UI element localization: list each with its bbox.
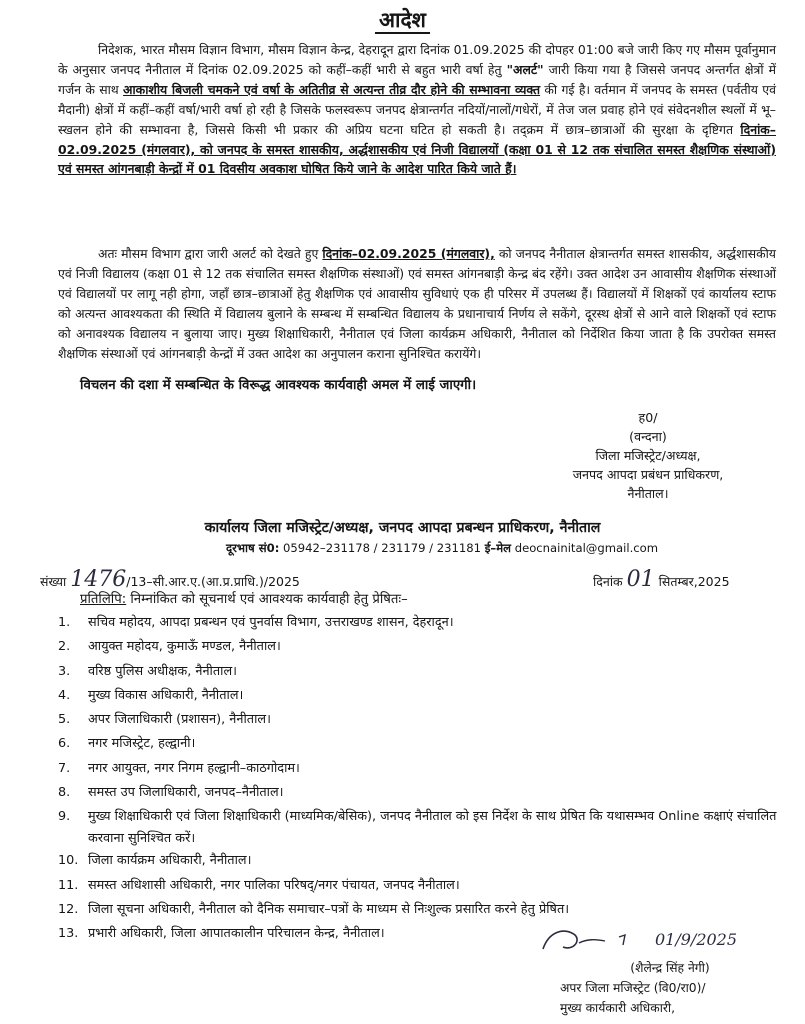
recipient-item bbox=[58, 636, 778, 660]
order-paragraph-2 bbox=[58, 244, 776, 363]
recipient-number: 9. bbox=[58, 809, 71, 825]
recipient-list bbox=[58, 612, 778, 948]
recipient-text: नगर मजिस्ट्रेट, हल्द्वानी। bbox=[88, 736, 196, 752]
recipient-item bbox=[58, 850, 778, 874]
recipient-text: समस्त अधिशासी अधिकारी, नगर पालिका परिषद्/नगर पंचायत, जनपद नैनीताल। bbox=[88, 877, 460, 893]
email-label: ई–मेल bbox=[484, 541, 512, 555]
recipient-number: 8. bbox=[58, 785, 71, 801]
copy-text: निम्नांकित को सूचनार्थ एवं आवश्यक कार्यवाही हेतु प्रेषितः– bbox=[126, 592, 408, 607]
title-text: आदेश bbox=[375, 8, 430, 34]
copy-heading bbox=[80, 589, 408, 607]
p2-start-text: अतः मौसम विभाग द्वारा जारी अलर्ट को देखते हुए bbox=[98, 246, 323, 261]
recipient-number: 7. bbox=[58, 760, 71, 776]
recipient-item bbox=[58, 782, 778, 806]
holiday-decision-text: दिनांक–02.09.2025 (मंगलवार), को जनपद के समस्त शासकीय, अर्द्धशासकीय एवं निजी विद्यालयों (कक्षा 01 से 12 तक संचालित समस्त शैक्षणिक संस्थाओं) एवं समस्त आंगनबाड़ी केन्द्रों में 01 दिवसीय अवकाश घोषित किये जाने के आदेश पारित किये जाते हैं। bbox=[58, 121, 776, 177]
recipient-text: सचिव महोदय, आपदा प्रबन्धन एवं पुनर्वास विभाग, उत्तराखण्ड शासन, देहरादून। bbox=[88, 615, 454, 630]
dm-signature-block bbox=[548, 408, 748, 503]
recipient-text: प्रभारी अधिकारी, जिला आपातकालीन परिचालन केन्द्र, नैनीताल। bbox=[88, 926, 385, 942]
recipient-number: 11. bbox=[58, 877, 79, 893]
officer-name: (शैलेन्द्र सिंह नेगी) bbox=[630, 961, 710, 975]
office-heading: कार्यालय जिला मजिस्ट्रेट/अध्यक्ष, जनपद आपदा प्रबन्धन प्राधिकरण, नैनीताल bbox=[204, 520, 601, 536]
date-label: दिनांक bbox=[593, 574, 623, 589]
phone-label: दूरभाष सं0: bbox=[226, 541, 280, 555]
alert-text: "अलर्ट" bbox=[506, 61, 544, 77]
dm-authority: जनपद आपदा प्रबंधन प्राधिकरण, bbox=[572, 467, 724, 482]
recipient-text: जिला कार्यक्रम अधिकारी, नैनीताल। bbox=[88, 853, 252, 869]
recipient-number: 6. bbox=[58, 736, 71, 752]
handwritten-signature bbox=[535, 921, 785, 957]
dm-signed: ह0/ bbox=[638, 410, 658, 425]
recipient-item bbox=[58, 661, 778, 685]
recipient-item bbox=[58, 899, 778, 923]
recipient-text: अपर जिलाधिकारी (प्रशासन), नैनीताल। bbox=[88, 712, 271, 728]
reference-label: संख्या bbox=[40, 574, 67, 589]
signing-officer-block bbox=[560, 958, 780, 1018]
dm-place: नैनीताल। bbox=[627, 486, 669, 501]
reference-date bbox=[593, 567, 730, 592]
p1-rest-text: की गई है। वर्तमान में जनपद के समस्त (पर्वतीय एवं मैदानी) क्षेत्रों में कहीं–कहीं वर्षा/भारी वर्षा हो रही है जिसके फलस्वरूप जनपद क्षेत्रान्तर्गत नदियों/नालों/गधेरों, में तेज जल प्रवाह होने एवं संवेदनशील स्थलों में भू–स्खलन होने की सम्भावना है, जिससे किसी भी प्रकार की अप्रिय घटना घटित हो सकती है। तद्क्रम में छात्र–छात्राओं की सुरक्षा के दृष्टिगत bbox=[58, 81, 776, 137]
recipient-number: 10. bbox=[58, 853, 79, 869]
p1-underlined-text: आकाशीय बिजली चमकने एवं वर्षा के अतितीव्र से अत्यन्त तीव्र दौर होने की सम्भावना व्यक्त bbox=[123, 81, 541, 97]
warning-line: विचलन की दशा में सम्बन्धित के विरूद्ध आवश्यक कार्यवाही अमल में लाई जाएगी। bbox=[80, 378, 477, 393]
phone-numbers: 05942–231178 / 231179 / 231181 bbox=[283, 541, 482, 555]
p1-mid-text: जारी किया गया है जिससे जनपद अन्तर्गत क्षेत्रों में गर्जन के साथ bbox=[58, 61, 776, 97]
officer-role: मुख्य कार्यकारी अधिकारी, bbox=[560, 1001, 675, 1015]
recipient-item bbox=[58, 709, 778, 733]
recipient-item bbox=[58, 685, 778, 709]
recipient-text: मुख्य शिक्षाधिकारी एवं जिला शिक्षाधिकारी (माध्यमिक/बेसिक), जनपद नैनीताल को इस निर्देश के साथ प्रेषित कि यथासम्भव Online कक्षाएं संचालित करवाना सुनिश्चित करें। bbox=[88, 809, 777, 847]
recipient-number: 5. bbox=[58, 712, 71, 728]
p1-start-text: निदेशक, भारत मौसम विज्ञान विभाग, मौसम विज्ञान केन्द्र, देहरादून द्वारा दिनांक 01.09.2025 की दोपहर 01:00 बजे जारी किए गए मौसम पूर्वानुमान के अनुसार जनपद नैनीताल में दिनांक 02.09.2025 को कहीं–कहीं भारी से बहुत भारी वर्षा हेतु bbox=[58, 42, 776, 77]
order-paragraph-1 bbox=[58, 40, 776, 179]
recipient-item bbox=[58, 806, 778, 850]
contact-line bbox=[226, 541, 658, 556]
recipient-text: वरिष्ठ पुलिस अधीक्षक, नैनीताल। bbox=[88, 663, 238, 679]
dm-name: (वन्दना) bbox=[629, 429, 667, 444]
email-address: deocnainital@gmail.com bbox=[514, 541, 659, 555]
date-handwritten-day: 01 bbox=[626, 567, 655, 592]
recipient-number: 12. bbox=[58, 901, 79, 917]
date-month-year: सितम्बर,2025 bbox=[658, 574, 730, 589]
recipient-item bbox=[58, 875, 778, 899]
recipient-number: 4. bbox=[58, 687, 71, 703]
recipient-text: आयुक्त महोदय, कुमाऊँ मण्डल, नैनीताल। bbox=[88, 639, 281, 655]
recipient-text: समस्त उप जिलाधिकारी, जनपद–नैनीताल। bbox=[88, 785, 284, 801]
recipient-text: जिला सूचना अधिकारी, नैनीताल को दैनिक समाचार–पत्रों के माध्यम से निःशुल्क प्रसारित करने हेतु प्रेषित। bbox=[88, 901, 570, 917]
document-title bbox=[0, 6, 805, 34]
recipient-item bbox=[58, 733, 778, 757]
officer-designation: अपर जिला मजिस्ट्रेट (वि0/रा0)/ bbox=[560, 981, 706, 995]
dm-designation: जिला मजिस्ट्रेट/अध्यक्ष, bbox=[595, 448, 701, 463]
recipient-text: नगर आयुक्त, नगर निगम हल्द्वानी–काठगोदाम। bbox=[88, 760, 300, 776]
recipient-number: 13. bbox=[58, 926, 79, 942]
p2-date-text: दिनांक–02.09.2025 (मंगलवार), bbox=[322, 246, 495, 261]
p2-rest-text: को जनपद नैनीताल क्षेत्रान्तर्गत समस्त शासकीय, अर्द्धशासकीय एवं निजी विद्यालय (कक्षा 01 से 12 तक संचालित समस्त शैक्षणिक संस्थाओं) एवं समस्त आंगनबाड़ी केन्द्र बंद रहेंगे। उक्त आदेश उन आवासीय शैक्षणिक संस्थाओं एवं विद्यालयों पर लागू नही होगा, जहाँ छात्र–छात्राओं हेतु शैक्षणिक एवं आवासीय सुविधाएं एक ही परिसर में उपलब्ध हैं। विद्यालयों में शिक्षकों एवं कार्यालय स्टाफ को अत्यन्त आवश्यकता की स्थिति में विद्यालय बुलाने के सम्बन्ध में सम्बन्धित विद्यालय के प्रधानाचार्य निर्णय ले सकेंगे, दूरस्थ क्षेत्रों से आने वाले शिक्षकों एवं स्टाफ को अनावश्यक विद्यालय न बुलाया जाए। मुख्य शिक्षाधिकारी, नैनीताल एवं जिला कार्यक्रम अधिकारी, नैनीताल को निर्देशित किया जाता है कि उपरोक्त समस्त शैक्षणिक संस्थाओं एवं आंगनबाड़ी केन्द्रों में उक्त आदेश का अनुपालन कराना सुनिश्चित करायेंगे। bbox=[58, 246, 776, 361]
reference-suffix: /13–सी.आर.ए.(आ.प्र.प्राधि.)/2025 bbox=[126, 574, 300, 589]
recipient-text: मुख्य विकास अधिकारी, नैनीताल। bbox=[88, 687, 244, 703]
recipient-number: 1. bbox=[58, 615, 71, 630]
recipient-item bbox=[58, 612, 778, 636]
reference-handwritten-number: 1476 bbox=[70, 567, 127, 592]
signature-date: 01/9/2025 bbox=[655, 930, 738, 949]
recipient-number: 3. bbox=[58, 663, 71, 679]
recipient-item bbox=[58, 758, 778, 782]
copy-label: प्रतिलिपि: bbox=[80, 592, 127, 607]
recipient-number: 2. bbox=[58, 639, 71, 655]
